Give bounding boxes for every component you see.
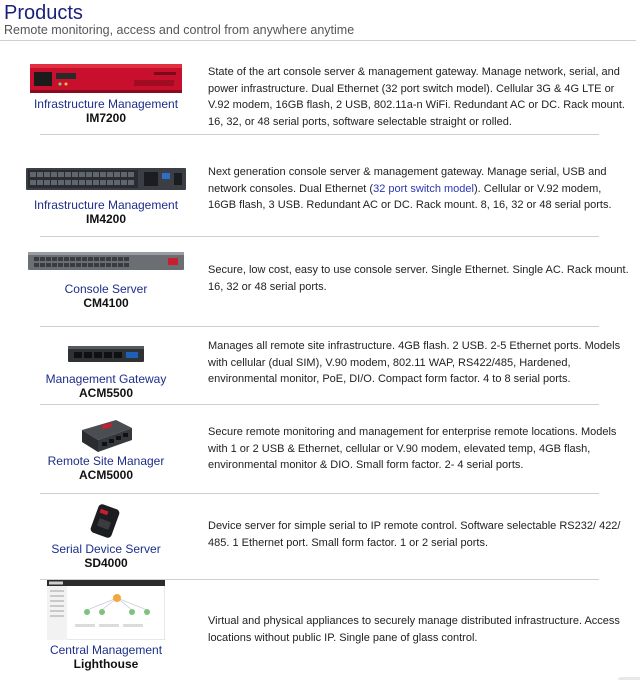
product-model[interactable]: IM4200 [85,212,127,226]
product-category-link[interactable]: Console Server [64,282,148,296]
product-description: Virtual and physical appliances to securely manage distributed infrastructure. Access locations without public IP. Single pane of glass control. [208,615,620,644]
page-title: Products [4,2,83,24]
product-category-link[interactable]: Remote Site Manager [47,454,165,468]
product-divider [40,493,599,494]
product-category-link[interactable]: Infrastructure Management [33,97,179,111]
lighthouse-screenshot-image[interactable] [47,580,165,640]
acm5500-device-image[interactable] [68,342,144,364]
cm4100-device-image[interactable] [28,252,184,270]
product-description: State of the art console server & management gateway. Manage network, serial, and power infrastructure. Dual Ethernet (32 port switch model). Cellular 3G & 4G LTE or V.92 modem, 16GB flash, 2 USB, 802.11a-n WiFi. Redundant AC or DC. Rack mount. 16, 32, or 48 serial ports, software selectable straight or rolled. [208,66,625,128]
im4200-device-image[interactable] [26,168,186,190]
product-description: Next generation console server & management gateway. Manage serial, USB and network consoles. Dual Ethernet (32 port switch model). Cellular or V.92 modem, 16GB flash, 3 USB. Redundant AC or DC. Rack mount. 8, 16, 32 or 48 serial ports. [208,166,612,211]
sd4000-device-image[interactable] [86,502,126,538]
product-model[interactable]: ACM5000 [78,468,134,482]
product-description: Secure, low cost, easy to use console server. Single Ethernet. Single AC. Rack mount. 16, 32 or 48 serial ports. [208,264,629,293]
switch-model-link[interactable]: 32 port switch model [373,182,474,195]
product-description: Device server for simple serial to IP remote control. Software selectable RS232/ 422/ 485. 1 Ethernet port. Small form factor. 1 or 2 serial ports. [208,520,621,549]
product-category-link[interactable]: Management Gateway [45,372,167,386]
page-header [4,0,636,38]
product-divider [40,236,599,237]
product-category-link[interactable]: Serial Device Server [51,542,161,556]
header-divider [0,40,636,41]
im7200-device-image[interactable] [30,62,182,94]
product-description: Manages all remote site infrastructure. 4GB flash. 2 USB. 2-5 Ethernet ports. Models with cellular (dual SIM), V.90 modem, 802.11 WAP, RS422/485, Hardened, environmental monitor, PoE, DI/O. Compact form factor. 4 to 8 serial ports. [208,340,621,385]
product-model[interactable]: SD4000 [84,556,128,570]
product-divider [40,326,599,327]
product-description: Secure remote monitoring and management for enterprise remote locations. Models with 1 or 2 USB & Ethernet, cellular or V.90 modem, elevated temp, 4GB flash, environmental monitor & DIO. Small form factor. 2- 4 serial ports. [208,426,617,471]
product-divider [40,404,599,405]
product-model[interactable]: CM4100 [83,296,129,310]
page-subtitle: Remote monitoring, access and control from anywhere anytime [4,23,355,37]
acm5000-device-image[interactable] [76,416,136,454]
product-model[interactable]: ACM5500 [78,386,134,400]
product-category-link[interactable]: Central Management [49,643,163,657]
product-model[interactable]: Lighthouse [73,657,139,671]
product-model[interactable]: IM7200 [85,111,127,125]
product-divider [40,134,599,135]
product-category-link[interactable]: Infrastructure Management [33,198,179,212]
